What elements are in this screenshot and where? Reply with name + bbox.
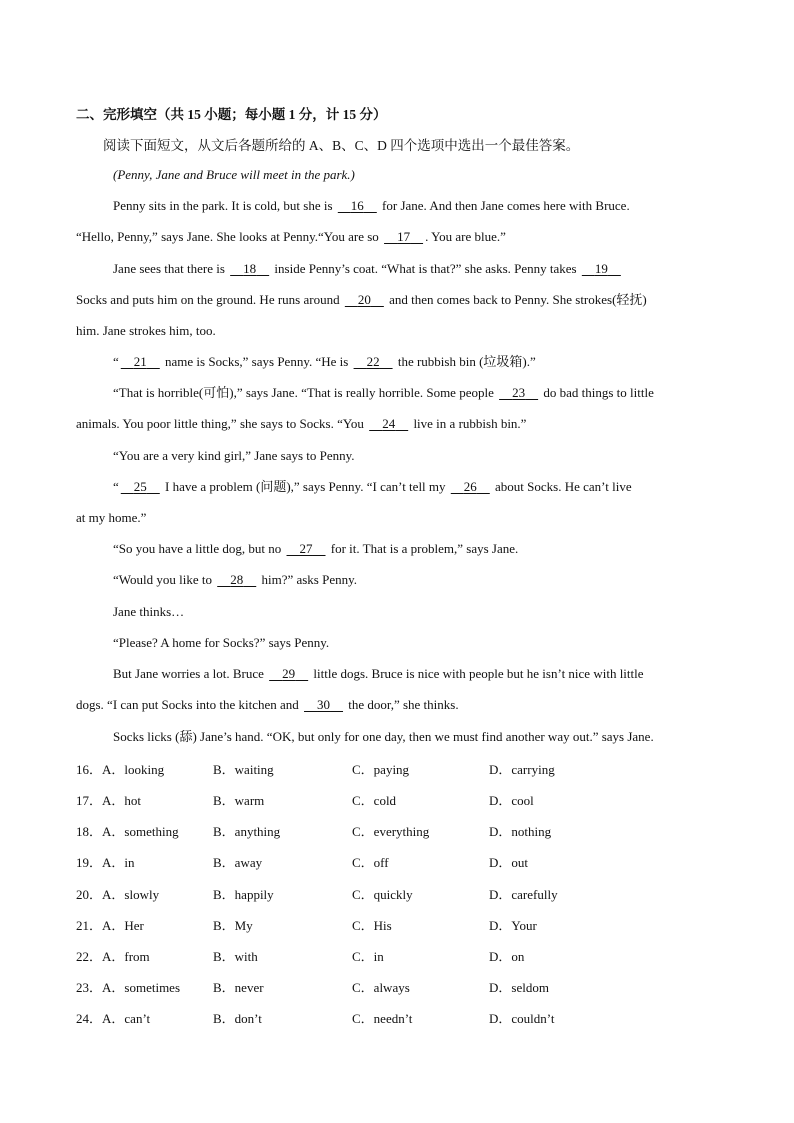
question-row [76, 759, 716, 777]
blank-17: 17 [397, 229, 411, 244]
option-a[interactable]: 21．A．Her [76, 918, 144, 933]
passage-line: Socks and puts him on the ground. He runs around 20 and then comes back to Penny. She strokes(轻抚) [76, 292, 647, 307]
passage-line: animals. You poor little thing,” she says to Socks. “You 24 live in a rubbish bin.” [76, 416, 527, 431]
blank-29: 29 [282, 666, 296, 681]
option-c[interactable]: C．cold [352, 793, 397, 808]
option-a[interactable]: 24．A．can’t [76, 1011, 151, 1026]
question-row [76, 977, 716, 995]
option-d[interactable]: D．nothing [489, 824, 552, 839]
option-b[interactable]: B．warm [213, 793, 265, 808]
option-a[interactable]: 23．A．sometimes [76, 980, 181, 995]
blank-26: 26 [463, 479, 477, 494]
option-c[interactable]: C．always [352, 980, 410, 995]
option-d[interactable]: D．couldn’t [489, 1011, 555, 1026]
blank-21: 21 [133, 354, 147, 369]
option-a[interactable]: 22．A．from [76, 949, 150, 964]
option-c[interactable]: C．needn’t [352, 1011, 413, 1026]
blank-18: 18 [243, 261, 257, 276]
blank-30: 30 [317, 697, 331, 712]
passage-line: at my home.” [76, 510, 147, 525]
question-row [76, 1008, 716, 1026]
blank-20: 20 [357, 292, 371, 307]
blank-28: 28 [230, 572, 244, 587]
passage-line: Jane thinks… [113, 604, 185, 619]
passage-line: dogs. “I can put Socks into the kitchen and 30 the door,” she thinks. [76, 697, 459, 712]
question-row [76, 821, 716, 839]
option-c[interactable]: C．His [352, 918, 392, 933]
option-d[interactable]: D．Your [489, 918, 537, 933]
passage-line: “ 25 I have a problem (问题),” says Penny. “I can’t tell my 26 about Socks. He can’t live [113, 479, 632, 494]
option-c[interactable]: C．everything [352, 824, 430, 839]
option-b[interactable]: B．happily [213, 887, 274, 902]
passage-line: “So you have a little dog, but no 27 for it. That is a problem,” says Jane. [113, 541, 519, 556]
passage-line: Jane sees that there is 18 inside Penny’s coat. “What is that?” she asks. Penny takes 19 [113, 260, 623, 278]
option-b[interactable]: B．with [213, 949, 258, 964]
question-row [76, 790, 716, 808]
question-row [76, 915, 716, 933]
option-d[interactable]: D．on [489, 949, 525, 964]
option-c[interactable]: C．in [352, 949, 384, 964]
passage-subtitle: (Penny, Jane and Bruce will meet in the park.) [113, 167, 355, 182]
option-d[interactable]: D．cool [489, 793, 534, 808]
blank-23: 23 [512, 385, 526, 400]
option-b[interactable]: B．don’t [213, 1011, 262, 1026]
passage-line: Penny sits in the park. It is cold, but she is 16 for Jane. And then Jane comes here with Bruce. [113, 198, 630, 213]
section-title: 二、完形填空（共 15 小题；每小题 1 分，计 15 分） [76, 107, 387, 122]
option-d[interactable]: D．carefully [489, 887, 558, 902]
option-a[interactable]: 17．A．hot [76, 793, 142, 808]
option-c[interactable]: C．quickly [352, 887, 413, 902]
option-d[interactable]: D．out [489, 855, 529, 870]
passage-line: “Hello, Penny,” says Jane. She looks at Penny.“You are so 17 . You are blue.” [76, 229, 506, 244]
question-row [76, 884, 716, 902]
option-b[interactable]: B．My [213, 918, 253, 933]
passage-line: “You are a very kind girl,” Jane says to Penny. [113, 448, 355, 463]
option-b[interactable]: B．waiting [213, 762, 274, 777]
passage-line: Socks licks (舔) Jane’s hand. “OK, but only for one day, then we must find another way out.” says Jane. [113, 729, 654, 744]
option-b[interactable]: B．never [213, 980, 264, 995]
blank-24: 24 [382, 416, 396, 431]
option-b[interactable]: B．anything [213, 824, 281, 839]
option-c[interactable]: C．off [352, 855, 389, 870]
option-a[interactable]: 16．A．looking [76, 762, 165, 777]
option-c[interactable]: C．paying [352, 762, 410, 777]
blank-22: 22 [366, 354, 380, 369]
blank-27: 27 [299, 541, 313, 556]
instructions: 阅读下面短文，从文后各题所给的 A、B、C、D 四个选项中选出一个最佳答案。 [103, 138, 580, 153]
passage-line: “ 21 name is Socks,” says Penny. “He is 22 the rubbish bin (垃圾箱).” [113, 354, 536, 369]
passage-line: him. Jane strokes him, too. [76, 323, 216, 338]
option-b[interactable]: B．away [213, 855, 263, 870]
passage-line: “Please? A home for Socks?” says Penny. [113, 635, 330, 650]
question-row [76, 852, 716, 870]
passage-line: “Would you like to 28 him?” asks Penny. [113, 572, 358, 587]
passage-line: But Jane worries a lot. Bruce 29 little dogs. Bruce is nice with people but he isn’t nice with little [113, 666, 644, 681]
blank-25: 25 [133, 479, 147, 494]
option-a[interactable]: 18．A．something [76, 824, 179, 839]
option-a[interactable]: 20．A．slowly [76, 887, 160, 902]
option-a[interactable]: 19．A．in [76, 855, 135, 870]
option-d[interactable]: D．carrying [489, 762, 555, 777]
option-d[interactable]: D．seldom [489, 980, 549, 995]
question-row [76, 946, 716, 964]
passage-line: “That is horrible(可怕),” says Jane. “That is really horrible. Some people 23 do bad things to little [113, 385, 654, 400]
blank-16: 16 [350, 198, 364, 213]
blank-19: 19 [594, 261, 608, 276]
